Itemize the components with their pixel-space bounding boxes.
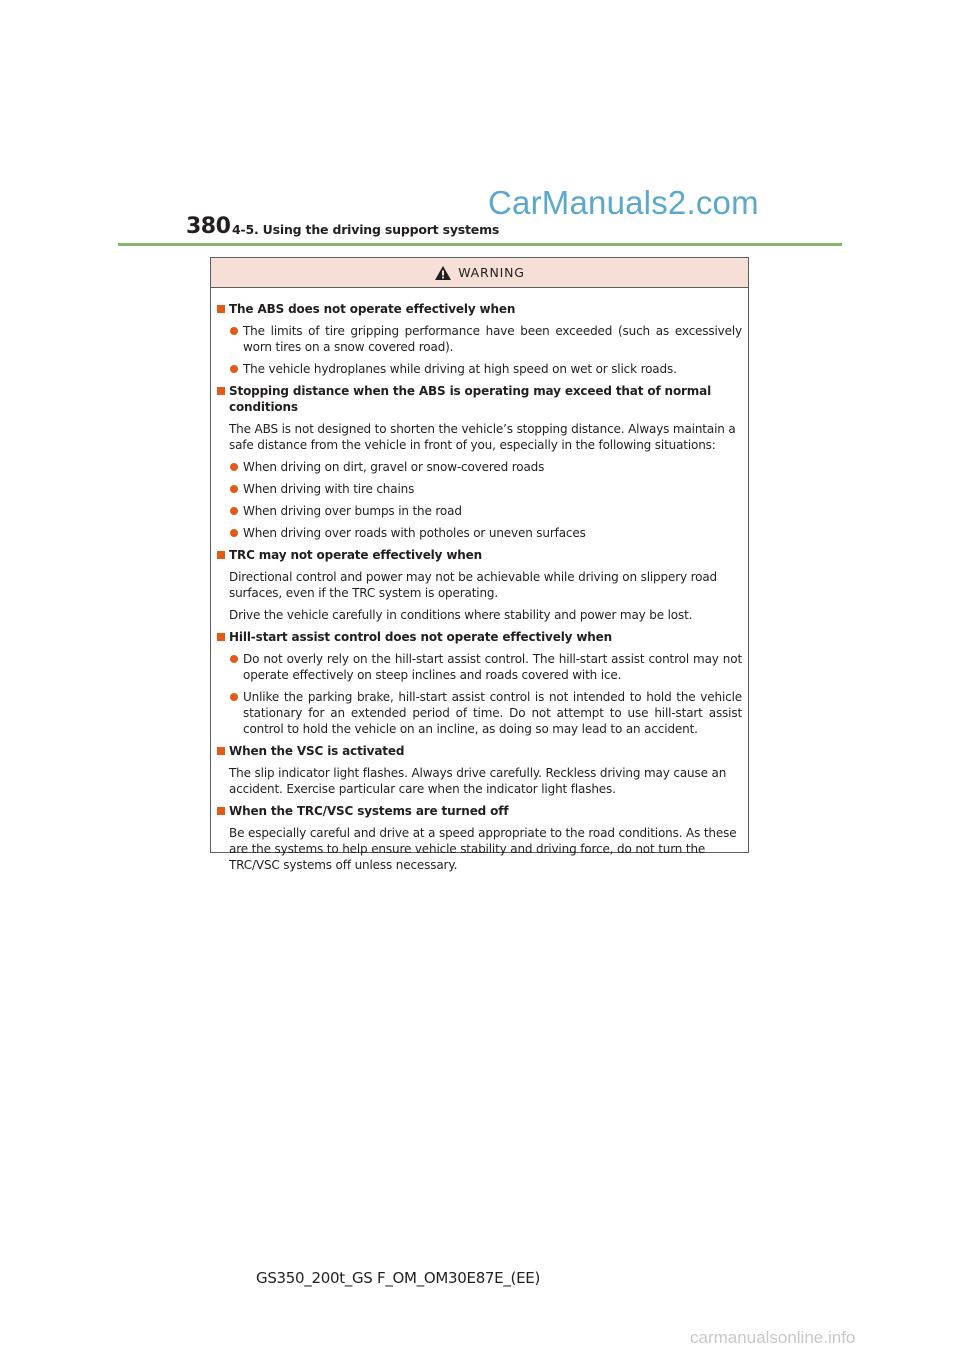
watermark-carmanuals2: CarManuals2.com [488,184,759,221]
bullet-item: When driving with tire chains [217,481,742,497]
section-heading: Hill-start assist control does not operate effectively when [217,629,742,645]
warning-box [210,257,749,872]
paragraph: Directional control and power may not be achievable while driving on slippery road surfaces, even if the TRC system is operating. [229,570,718,600]
bullet-item: When driving on dirt, gravel or snow-covered roads [217,459,742,475]
section-heading: When the TRC/VSC systems are turned off [217,803,742,819]
watermark-carmanualsonline: carmanualsonline.info [690,1328,856,1347]
paragraph: The ABS is not designed to shorten the vehicle’s stopping distance. Always maintain a safe distance from the vehicle in front of you, especially in the following situations: [229,422,736,452]
bullet-item: The limits of tire gripping performance have been exceeded (such as excessively worn tires on a snow covered road). [217,323,742,355]
bullet-item: Unlike the parking brake, hill-start assist control is not intended to hold the vehicle stationary for an extended period of time. Do not attempt to use hill-start assist control to hold the vehicle on an incline, as doing so may lead to an accident. [217,689,742,737]
warning-triangle-icon [434,265,452,281]
warning-title: WARNING [458,265,525,280]
section-title: 4-5. Using the driving support systems [232,222,500,237]
section-heading: The ABS does not operate effectively when [217,301,742,317]
warning-body [211,288,748,873]
bullet-item: Do not overly rely on the hill-start assist control. The hill-start assist control may not operate effectively on steep inclines and roads covered with ice. [217,651,742,683]
paragraph: Drive the vehicle carefully in conditions where stability and power may be lost. [229,608,693,622]
model-code-footer: GS350_200t_GS F_OM_OM30E87E_(EE) [256,1269,541,1287]
paragraph: The slip indicator light flashes. Always drive carefully. Reckless driving may cause an accident. Exercise particular care when the indicator light flashes. [229,766,727,796]
bullet-item: When driving over roads with potholes or uneven surfaces [217,525,742,541]
section-heading: TRC may not operate effectively when [217,547,742,563]
section-heading: When the VSC is activated [217,743,742,759]
paragraph: Be especially careful and drive at a speed appropriate to the road conditions. As these are the systems to help ensure vehicle stability and driving force, do not turn the TRC/VSC systems off unless necessary. [229,826,737,872]
warning-header [211,258,748,288]
bullet-item: When driving over bumps in the road [217,503,742,519]
header-divider [118,243,842,246]
page-number: 380 [186,214,231,239]
section-heading: Stopping distance when the ABS is operating may exceed that of normal conditions [217,383,742,415]
bullet-item: The vehicle hydroplanes while driving at high speed on wet or slick roads. [217,361,742,377]
